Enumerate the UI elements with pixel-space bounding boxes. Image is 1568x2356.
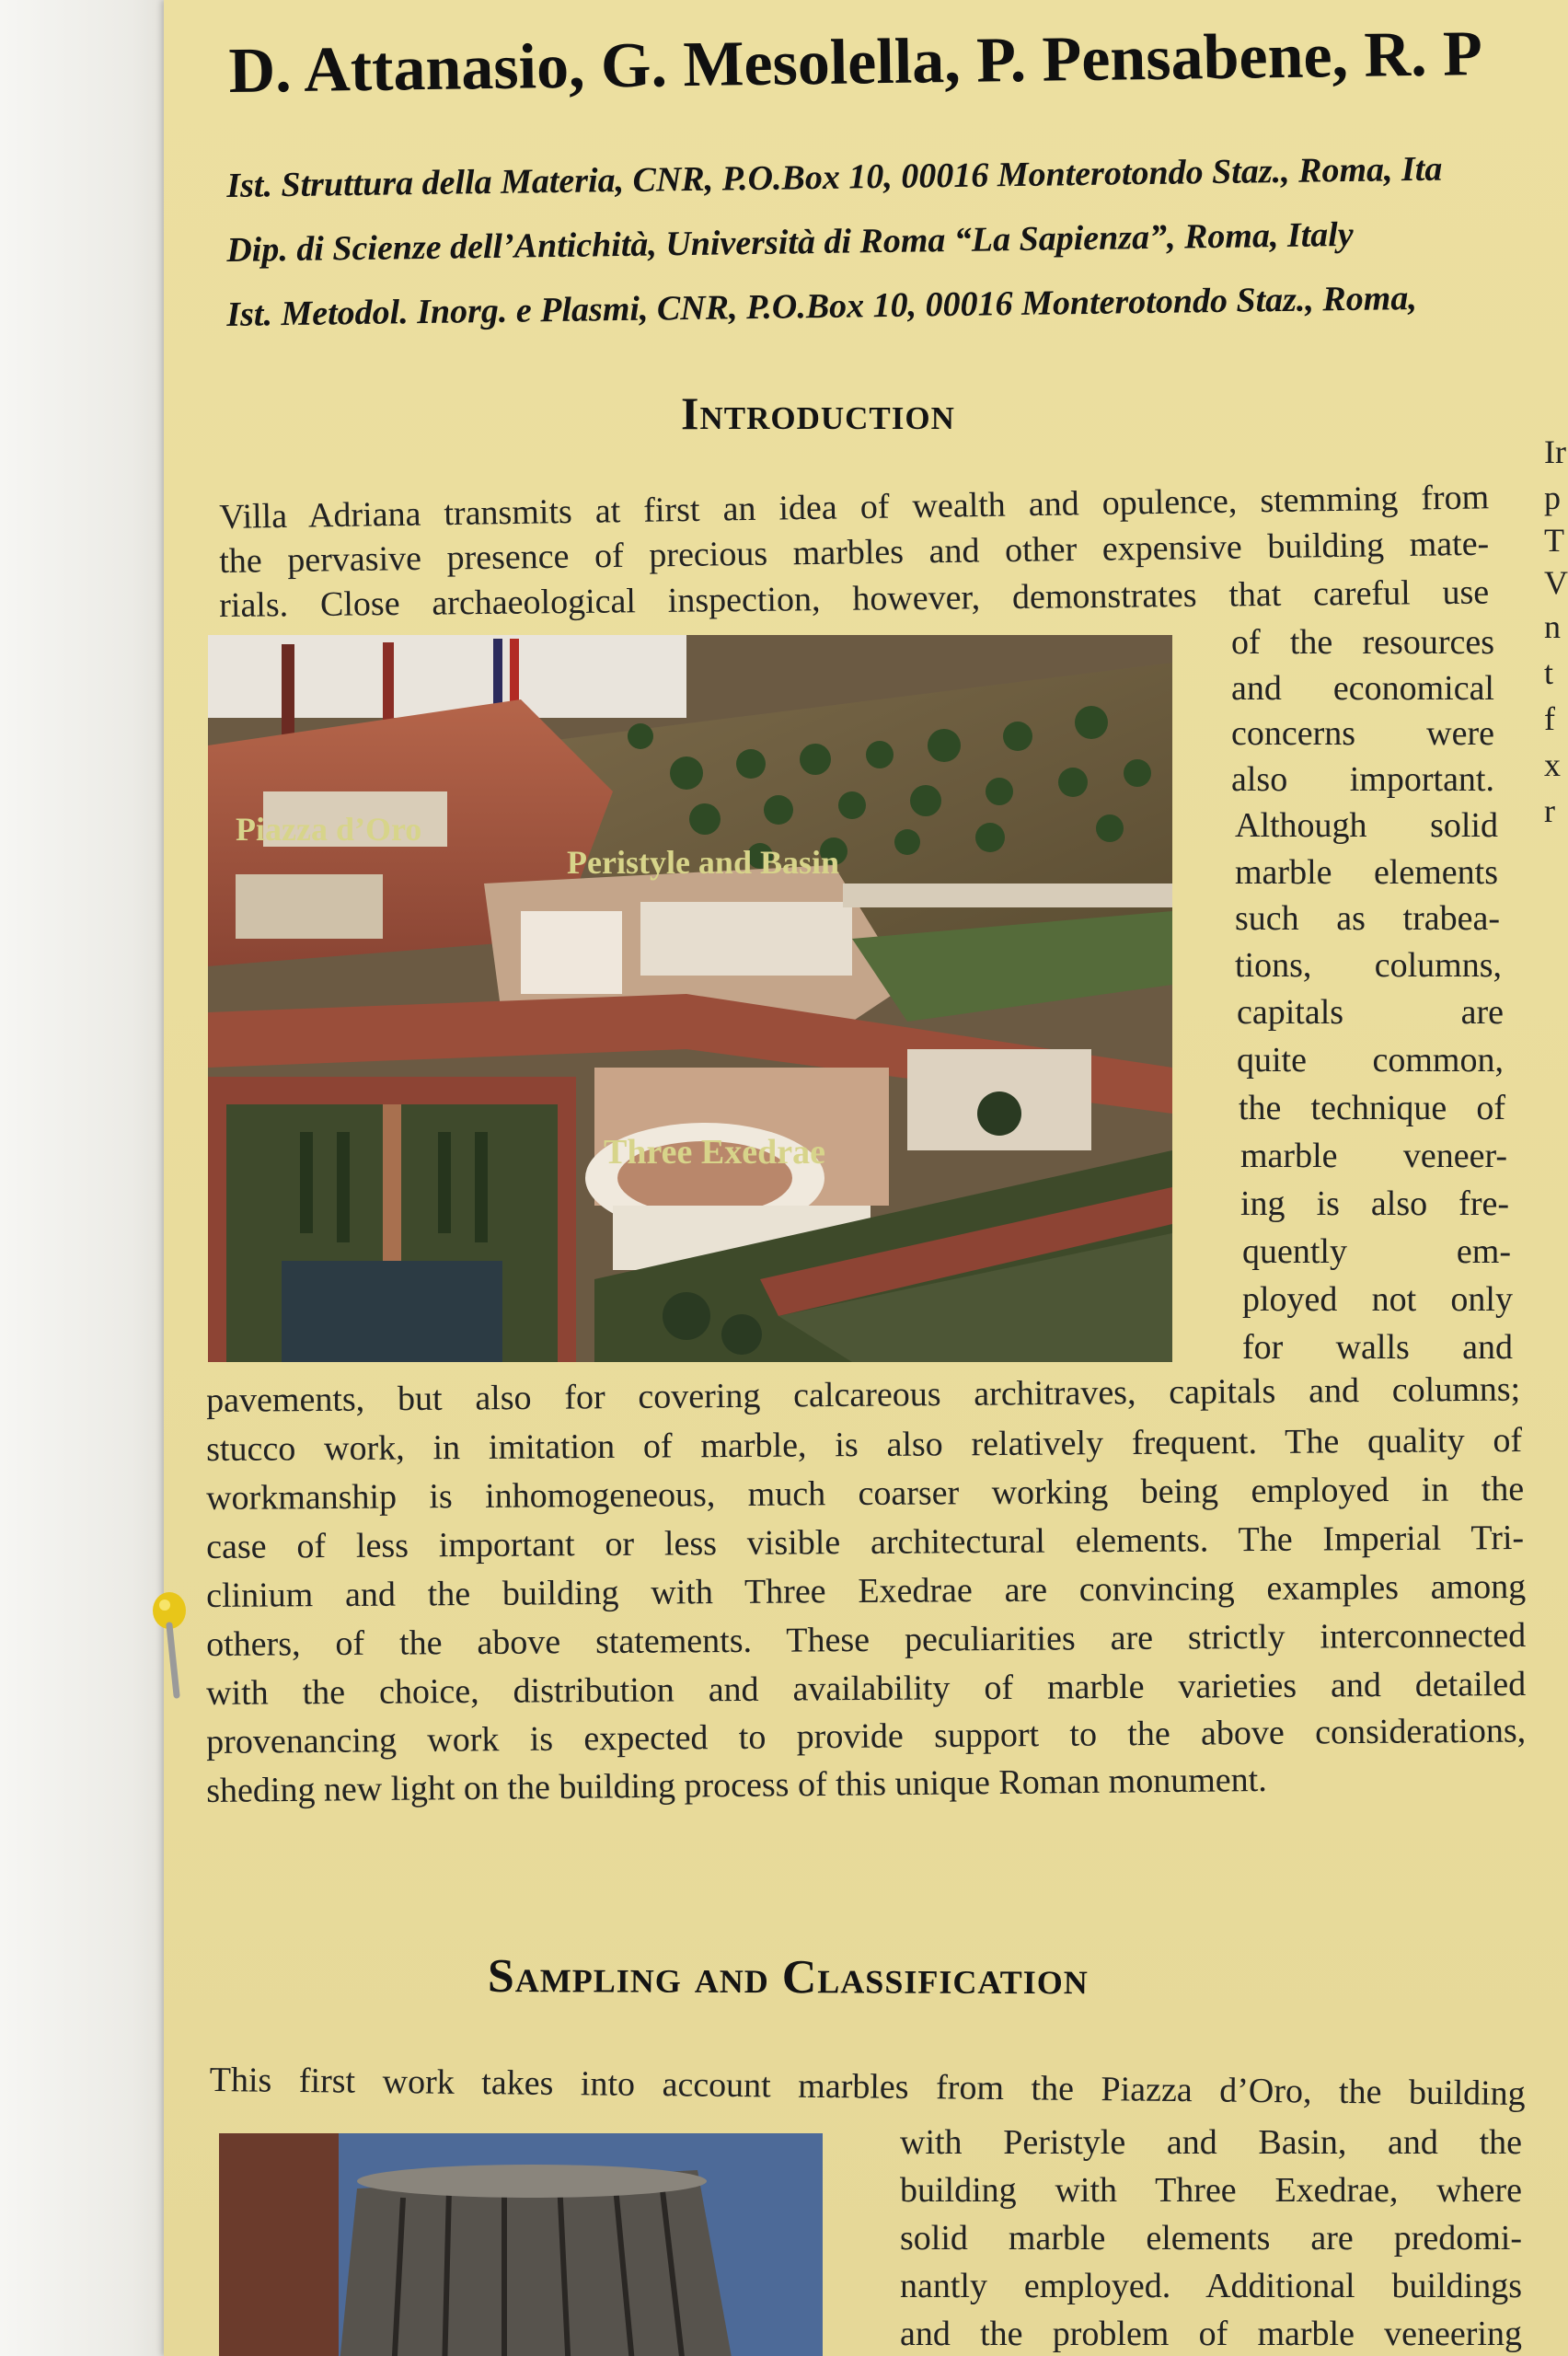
intro-line: of the resources: [1231, 623, 1494, 662]
right-column-fragment: V: [1544, 564, 1568, 601]
intro-line: ing is also fre-: [1240, 1184, 1509, 1223]
intro-line: tions, columns,: [1235, 946, 1502, 985]
introduction-heading: Introduction: [681, 387, 955, 439]
sampling-heading: Sampling and Classification: [487, 1950, 1089, 2005]
intro-line: case of less important or less visible architectural elements. The Imperial Tri-: [206, 1519, 1525, 1566]
sampling-line: This first work takes into account marbles from the Piazza d’Oro, the building: [209, 2061, 1526, 2113]
right-column-fragment: n: [1544, 608, 1561, 645]
affiliation-1: Ist. Struttura della Materia, CNR, P.O.Box 10, 00016 Monterotondo Staz., Roma, Ita: [226, 149, 1443, 205]
wall-background: [0, 0, 189, 2356]
right-column-fragment: p: [1544, 479, 1561, 516]
right-column-fragment: T: [1544, 522, 1564, 559]
poster-sheet: [164, 0, 1568, 2356]
intro-line: ployed not only: [1242, 1280, 1513, 1319]
intro-line: for walls and: [1242, 1328, 1513, 1367]
push-pin-icon: [149, 1585, 195, 1709]
intro-line: workmanship is inhomogeneous, much coarser working being employed in the: [206, 1470, 1525, 1518]
affiliation-3: Ist. Metodol. Inorg. e Plasmi, CNR, P.O.Box 10, 00016 Monterotondo Staz., Roma,: [226, 278, 1418, 334]
photo-label-exedrae: Three Exedrae: [604, 1133, 825, 1172]
intro-line: stucco work, in imitation of marble, is also relatively frequent. The quality of: [206, 1421, 1523, 1469]
marble-column-photo: [219, 2133, 823, 2356]
intro-line: the technique of: [1239, 1089, 1505, 1127]
sampling-line: solid marble elements are predomi-: [900, 2219, 1522, 2258]
intro-line: provenancing work is expected to provide support to the above considerations,: [206, 1711, 1527, 1761]
intro-line: Although solid: [1235, 806, 1498, 845]
intro-line: quite common,: [1237, 1041, 1504, 1080]
right-column-fragment: t: [1544, 654, 1554, 691]
sampling-line: nantly employed. Additional buildings: [900, 2267, 1522, 2305]
right-column-fragment: x: [1544, 746, 1561, 783]
sampling-line: with Peristyle and Basin, and the: [900, 2123, 1522, 2162]
intro-line: quently em-: [1242, 1232, 1511, 1271]
villa-model-photo: [208, 635, 1172, 1362]
intro-line: capitals are: [1237, 993, 1504, 1032]
intro-line: also important.: [1231, 760, 1494, 799]
intro-line: marble elements: [1235, 853, 1498, 892]
intro-line: sheding new light on the building process of this unique Roman monument.: [206, 1760, 1267, 1810]
intro-line: marble veneer-: [1240, 1137, 1507, 1175]
intro-line: pavements, but also for covering calcareous architraves, capitals and columns;: [206, 1369, 1521, 1420]
photo-label-piazza: Piazza d’Oro: [236, 811, 422, 848]
sampling-line: and the problem of marble veneering: [900, 2315, 1522, 2353]
intro-line: and economical: [1231, 669, 1494, 708]
poster-authors: D. Attanasio, G. Mesolella, P. Pensabene, R. P: [228, 17, 1483, 107]
intro-line: others, of the above statements. These peculiarities are strictly interconnected: [206, 1615, 1527, 1664]
intro-line: such as trabea-: [1235, 899, 1500, 938]
right-column-fragment: Ir: [1544, 433, 1566, 470]
photo-label-peristyle: Peristyle and Basin: [567, 844, 840, 881]
right-column-fragment: f: [1544, 700, 1555, 737]
intro-line: with the choice, distribution and availability of marble varieties and detailed: [206, 1664, 1527, 1713]
sampling-line: building with Three Exedrae, where: [900, 2171, 1522, 2210]
intro-line: Villa Adriana transmits at first an idea of wealth and opulence, stemming from: [219, 478, 1490, 537]
right-column-fragment: r: [1544, 792, 1555, 829]
intro-line: clinium and the building with Three Exedrae are convincing examples among: [206, 1566, 1527, 1615]
intro-line: rials. Close archaeological inspection, however, demonstrates that careful use: [219, 572, 1490, 625]
affiliation-2: Dip. di Scienze dell’Antichità, Università di Roma “La Sapienza”, Roma, Italy: [226, 214, 1354, 270]
intro-line: concerns were: [1231, 714, 1494, 753]
intro-line: the pervasive presence of precious marbles and other expensive building mate-: [219, 524, 1490, 581]
